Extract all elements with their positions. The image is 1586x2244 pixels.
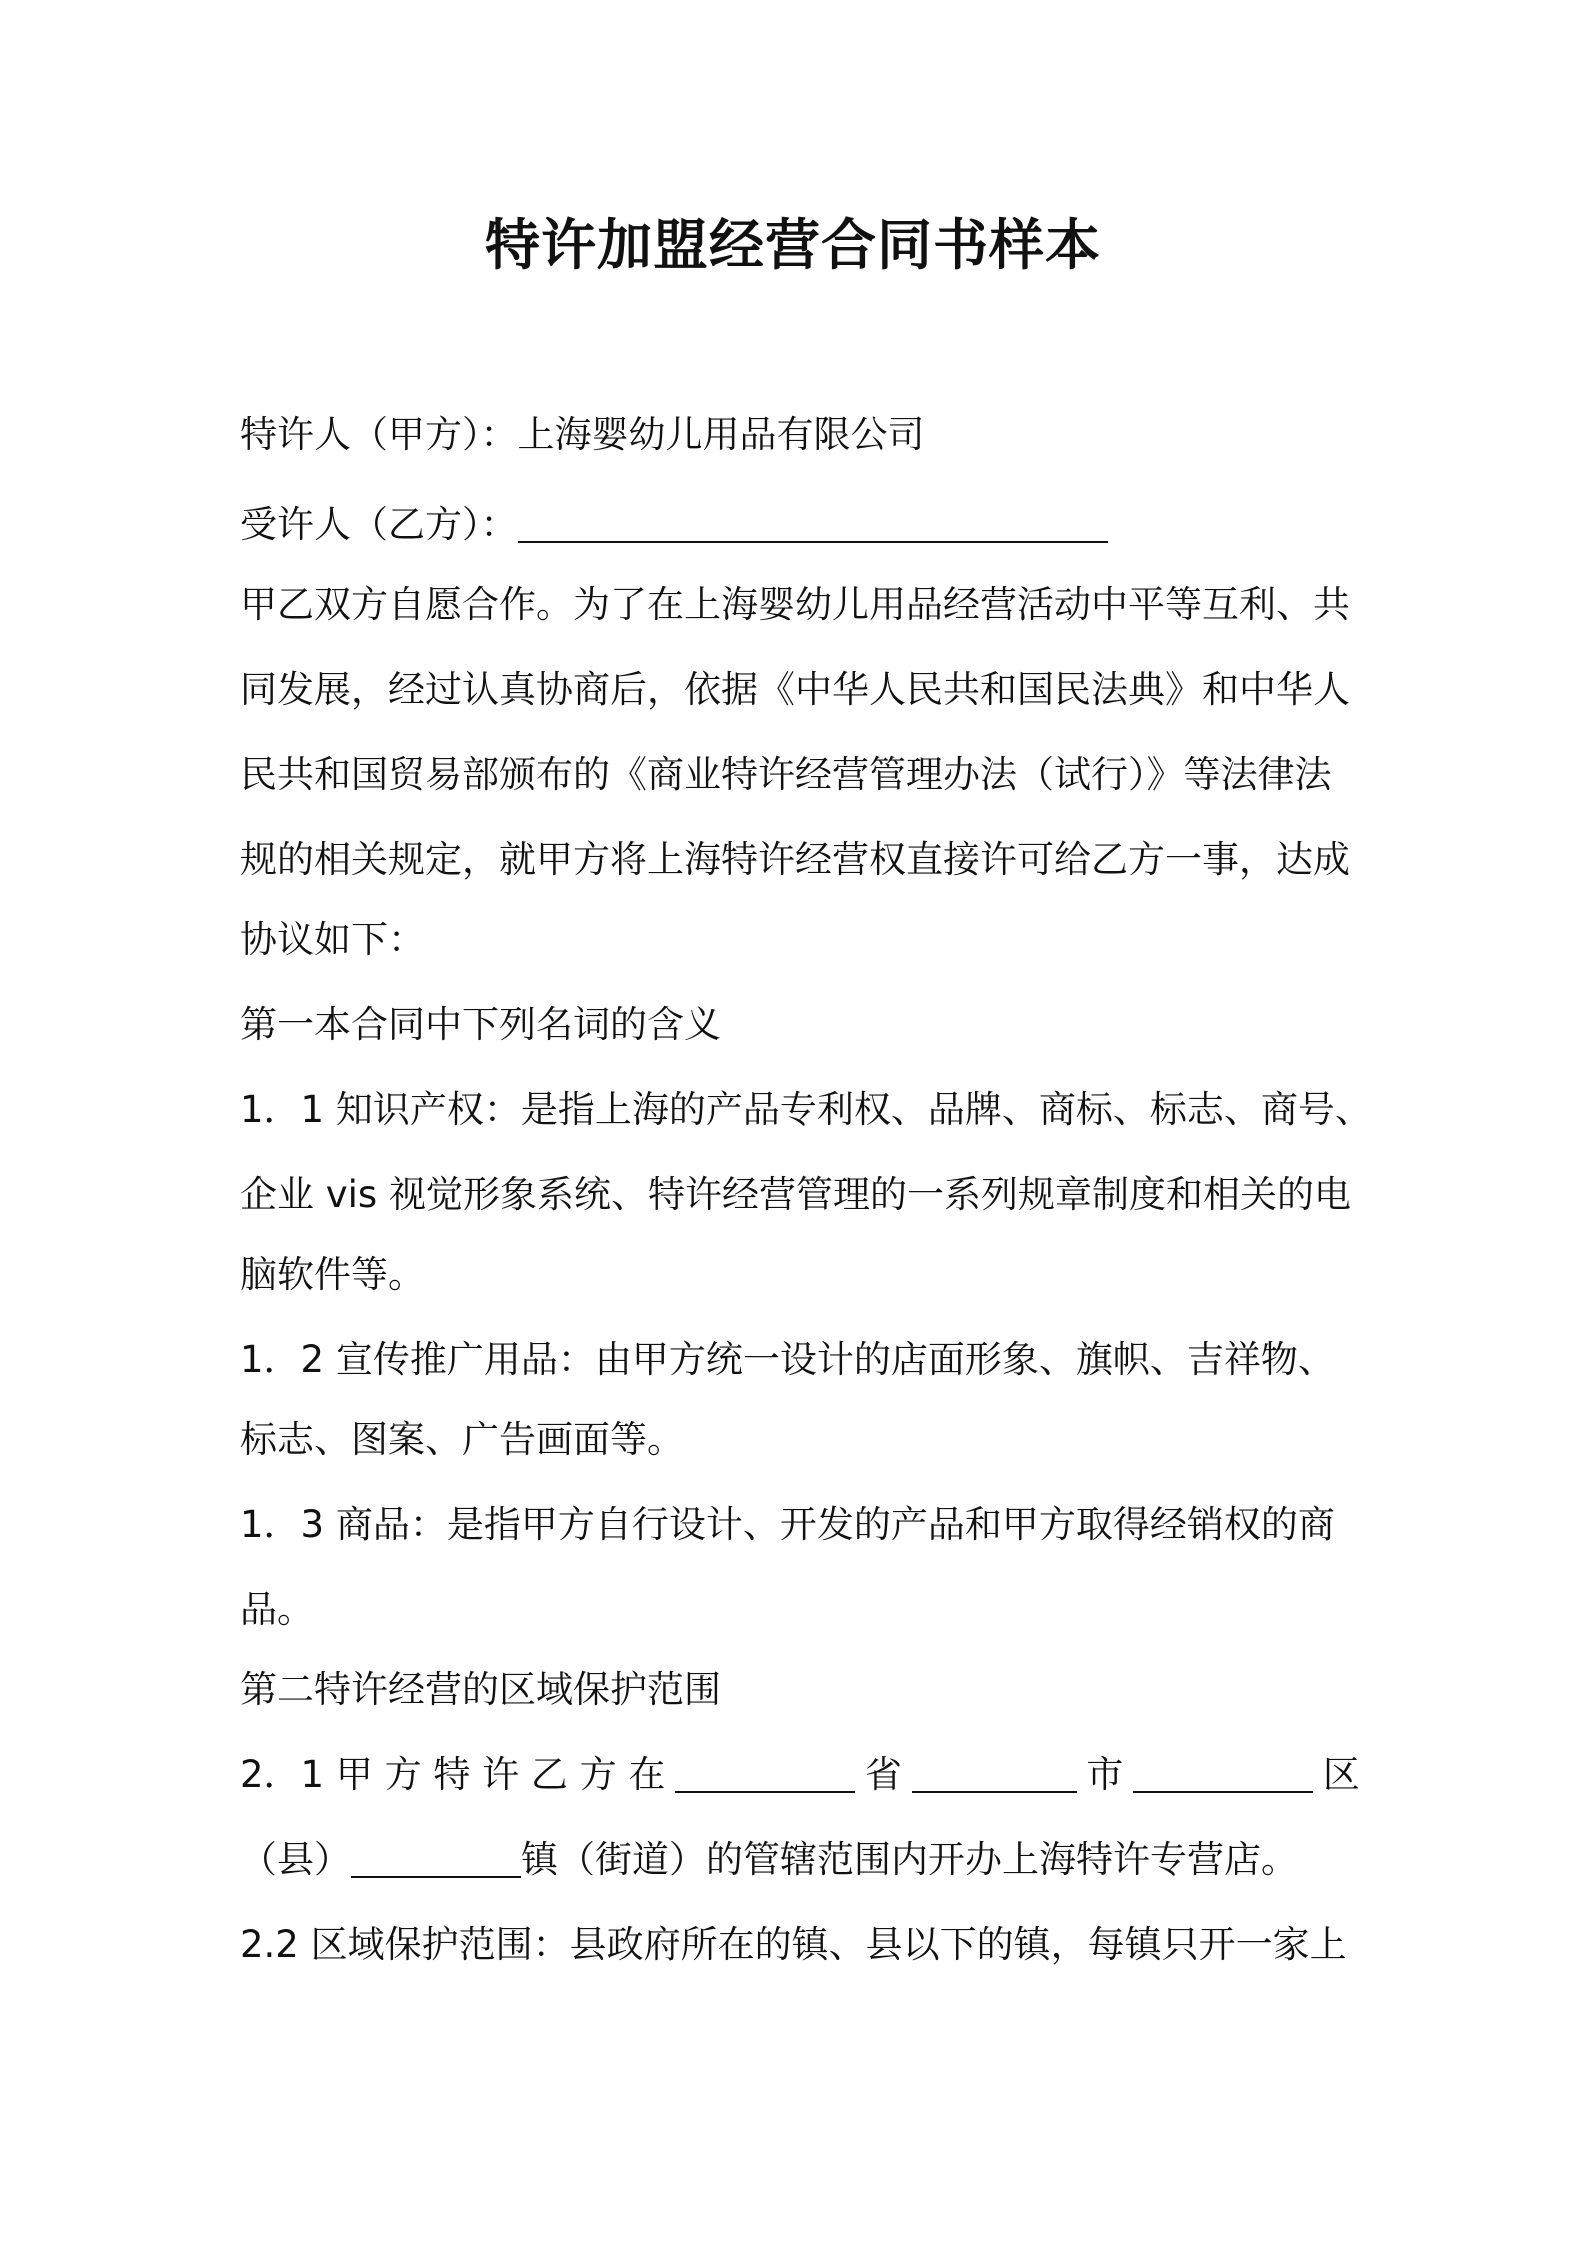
clause-1-1-line-3: 脑软件等。 <box>240 1253 425 1296</box>
city-label: 市 <box>1086 1753 1124 1796</box>
party-b-blank <box>518 495 1108 543</box>
clause-1-1-line-2: 企业 vis 视觉形象系统、特许经营管理的一系列规章制度和相关的电 <box>240 1173 1351 1216</box>
party-a-line: 特许人（甲方）：上海婴幼儿用品有限公司 <box>240 413 925 456</box>
clause-2-1-rest: 镇（街道）的管辖范围内开办上海特许专营店。 <box>521 1838 1298 1881</box>
clause-2-1-line-2 <box>240 1830 1360 1890</box>
city-blank <box>912 1745 1077 1793</box>
province-label: 省 <box>864 1753 902 1796</box>
document-title: 特许加盟经营合同书样本 <box>484 213 1101 277</box>
preamble-line-2: 同发展，经过认真协商后，依据《中华人民共和国民法典》和中华人 <box>240 668 1350 711</box>
clause-2-2-line-1: 2.2 区域保护范围：县政府所在的镇、县以下的镇，每镇只开一家上 <box>240 1923 1347 1966</box>
preamble-line-4: 规的相关规定，就甲方将上海特许经营权直接许可给乙方一事，达成 <box>240 838 1350 881</box>
preamble-line-3: 民共和国贸易部颁布的《商业特许经营管理办法（试行）》等法律法 <box>240 753 1332 796</box>
preamble-line-5: 协议如下： <box>240 918 425 961</box>
district-blank <box>1133 1745 1313 1793</box>
party-b-line <box>240 495 1360 555</box>
preamble-line-1: 甲乙双方自愿合作。为了在上海婴幼儿用品经营活动中平等互利、共 <box>240 583 1350 626</box>
town-blank <box>351 1830 521 1878</box>
clause-1-2-line-2: 标志、图案、广告画面等。 <box>240 1418 684 1461</box>
county-label: （县） <box>240 1838 351 1881</box>
district-label: 区 <box>1322 1753 1360 1796</box>
clause-1-1-line-1: 1．1 知识产权：是指上海的产品专利权、品牌、商标、标志、商号、 <box>240 1088 1372 1131</box>
section-1-heading: 第一本合同中下列名词的含义 <box>240 1003 721 1046</box>
clause-2-1-line-1 <box>240 1745 1360 1805</box>
section-2-heading: 第二特许经营的区域保护范围 <box>240 1668 721 1711</box>
clause-1-3-line-1: 1．3 商品：是指甲方自行设计、开发的产品和甲方取得经销权的商 <box>240 1503 1335 1546</box>
clause-1-2-line-1: 1．2 宣传推广用品：由甲方统一设计的店面形象、旗帜、吉祥物、 <box>240 1338 1335 1381</box>
province-blank <box>675 1745 855 1793</box>
clause-1-3-line-2: 品。 <box>240 1588 314 1631</box>
clause-2-1-prefix: 2．1 甲 方 特 许 乙 方 在 <box>240 1753 666 1796</box>
party-b-label: 受许人（乙方）： <box>240 503 518 546</box>
